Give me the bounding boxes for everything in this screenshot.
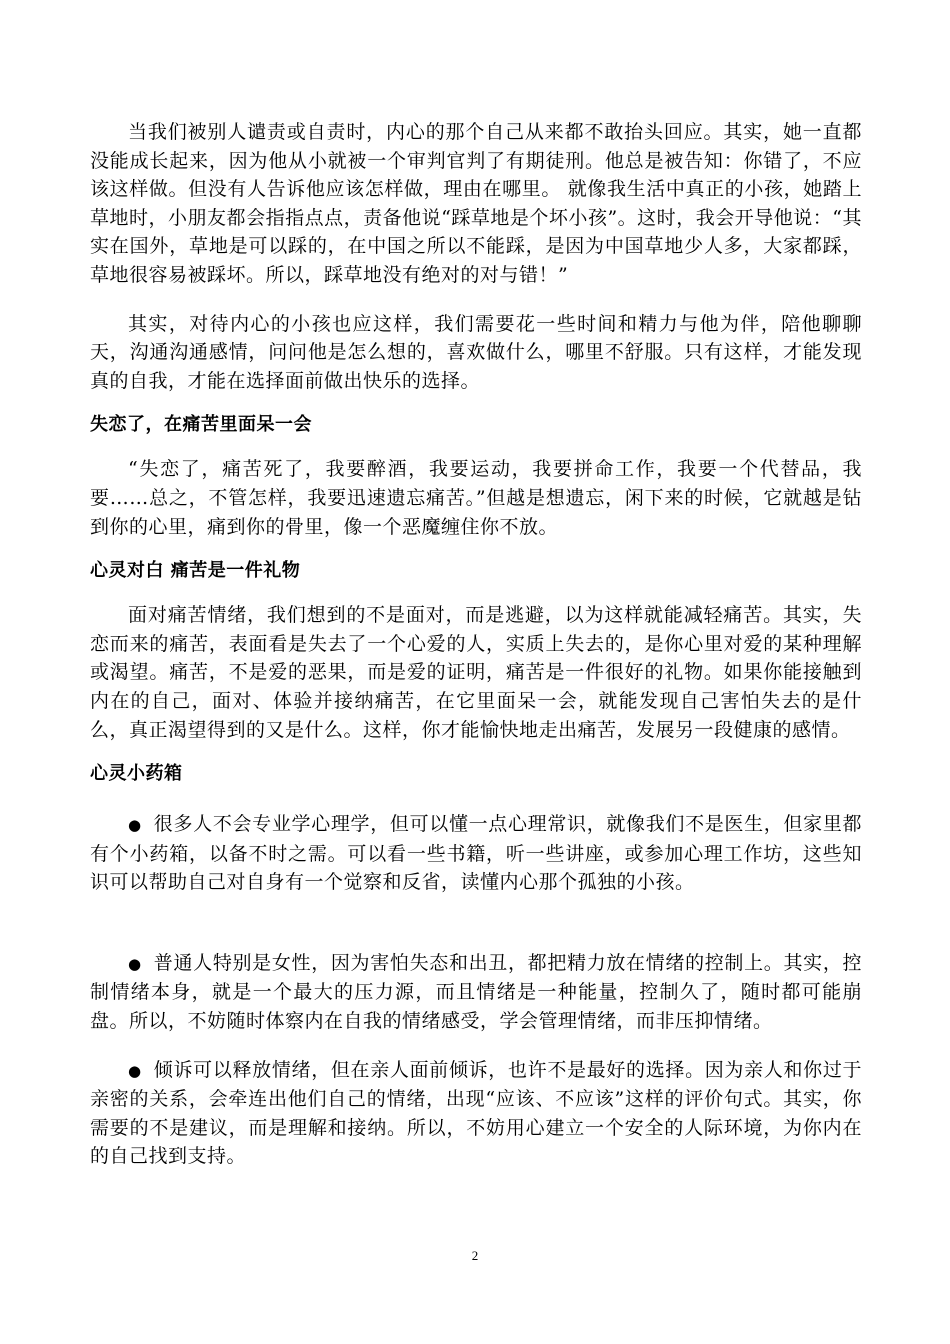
paragraph-pain-gift: 面对痛苦情绪，我们想到的不是面对，而是逃避，以为这样就能减轻痛苦。其实，失恋而来的痛苦，表面看是失去了一个心爱的人，实质上失去的，是你心里对爱的某种理解或渴望。痛苦，不是爱的恶果，而是爱的证明，痛苦是一件很好的礼物。如果你能接触到内在的自己，面对、体验并接纳痛苦，在它里面呆一会，就能发现自己害怕失去的是什么，真正渴望得到的又是什么。这样，你才能愉快地走出痛苦，发展另一段健康的感情。	[90, 604, 862, 741]
paragraph-companion: 其实，对待内心的小孩也应这样，我们需要花一些时间和精力与他为伴，陪他聊聊天，沟通沟通感情，问问他是怎么想的，喜欢做什么，哪里不舒服。只有这样，才能发现真的自我，才能在选择面前做出快乐的选择。	[90, 312, 862, 392]
bullet-text: 普通人特别是女性，因为害怕失态和出丑，都把精力放在情绪的控制上。其实，控制情绪本身，就是一个最大的压力源，而且情绪是一种能量，控制久了，随时都可能崩盘。所以，不妨随时体察内在自我的情绪感受，学会管理情绪，而非压抑情绪。	[90, 951, 862, 1033]
bullet-item-psychology-knowledge	[90, 810, 862, 897]
paragraph-heartbreak: “失恋了，痛苦死了，我要醉酒，我要运动，我要拼命工作，我要一个代替品，我要……总之，不管怎样，我要迅速遗忘痛苦。”但越是想遗忘，闲下来的时候，它就越是钻到你的心里，痛到你的骨里，像一个恶魔缠住你不放。	[90, 458, 862, 538]
document-body	[90, 118, 862, 1171]
paragraph-inner-child: 当我们被别人谴责或自责时，内心的那个自己从来都不敢抬头回应。其实，她一直都没能成长起来，因为他从小就被一个审判官判了有期徒刑。他总是被告知：你错了，不应该这样做。但没有人告诉他应该怎样做，理由在哪里。 就像我生活中真正的小孩，她踏上草地时，小朋友都会指指点点，责备他说“踩草地是个坏小孩”。这时，我会开导他说：“其实在国外，草地是可以踩的，在中国之所以不能踩，是因为中国草地少人多，大家都踩，草地很容易被踩坏。所以，踩草地没有绝对的对与错！”	[90, 121, 862, 286]
bullet-icon: ●	[128, 954, 142, 973]
bullet-text: 很多人不会专业学心理学，但可以懂一点心理常识，就像我们不是医生，但家里都有个小药箱，以备不时之需。可以看一些书籍，听一些讲座，或参加心理工作坊，这些知识可以帮助自己对自身有一个觉察和反省，读懂内心那个孤独的小孩。	[90, 813, 862, 894]
page-number: 2	[471, 1248, 479, 1263]
bullet-item-confiding	[90, 1056, 862, 1171]
bullet-text: 倾诉可以释放情绪，但在亲人面前倾诉，也许不是最好的选择。因为亲人和你过于亲密的关系，会牵连出他们自己的情绪，出现“应该、不应该”这样的评价句式。其实，你需要的不是建议，而是理解和接纳。所以，不妨用心建立一个安全的人际环境，为你内在的自己找到支持。	[90, 1058, 862, 1168]
bullet-icon: ●	[128, 1061, 142, 1080]
section-heading-medicine-box: 心灵小药箱	[90, 763, 183, 785]
section-heading-heartbreak: 失恋了，在痛苦里面呆一会	[90, 414, 312, 436]
bullet-icon: ●	[128, 816, 142, 835]
section-heading-dialogue: 心灵对白 痛苦是一件礼物	[90, 560, 301, 582]
bullet-item-emotion-control	[90, 949, 862, 1036]
